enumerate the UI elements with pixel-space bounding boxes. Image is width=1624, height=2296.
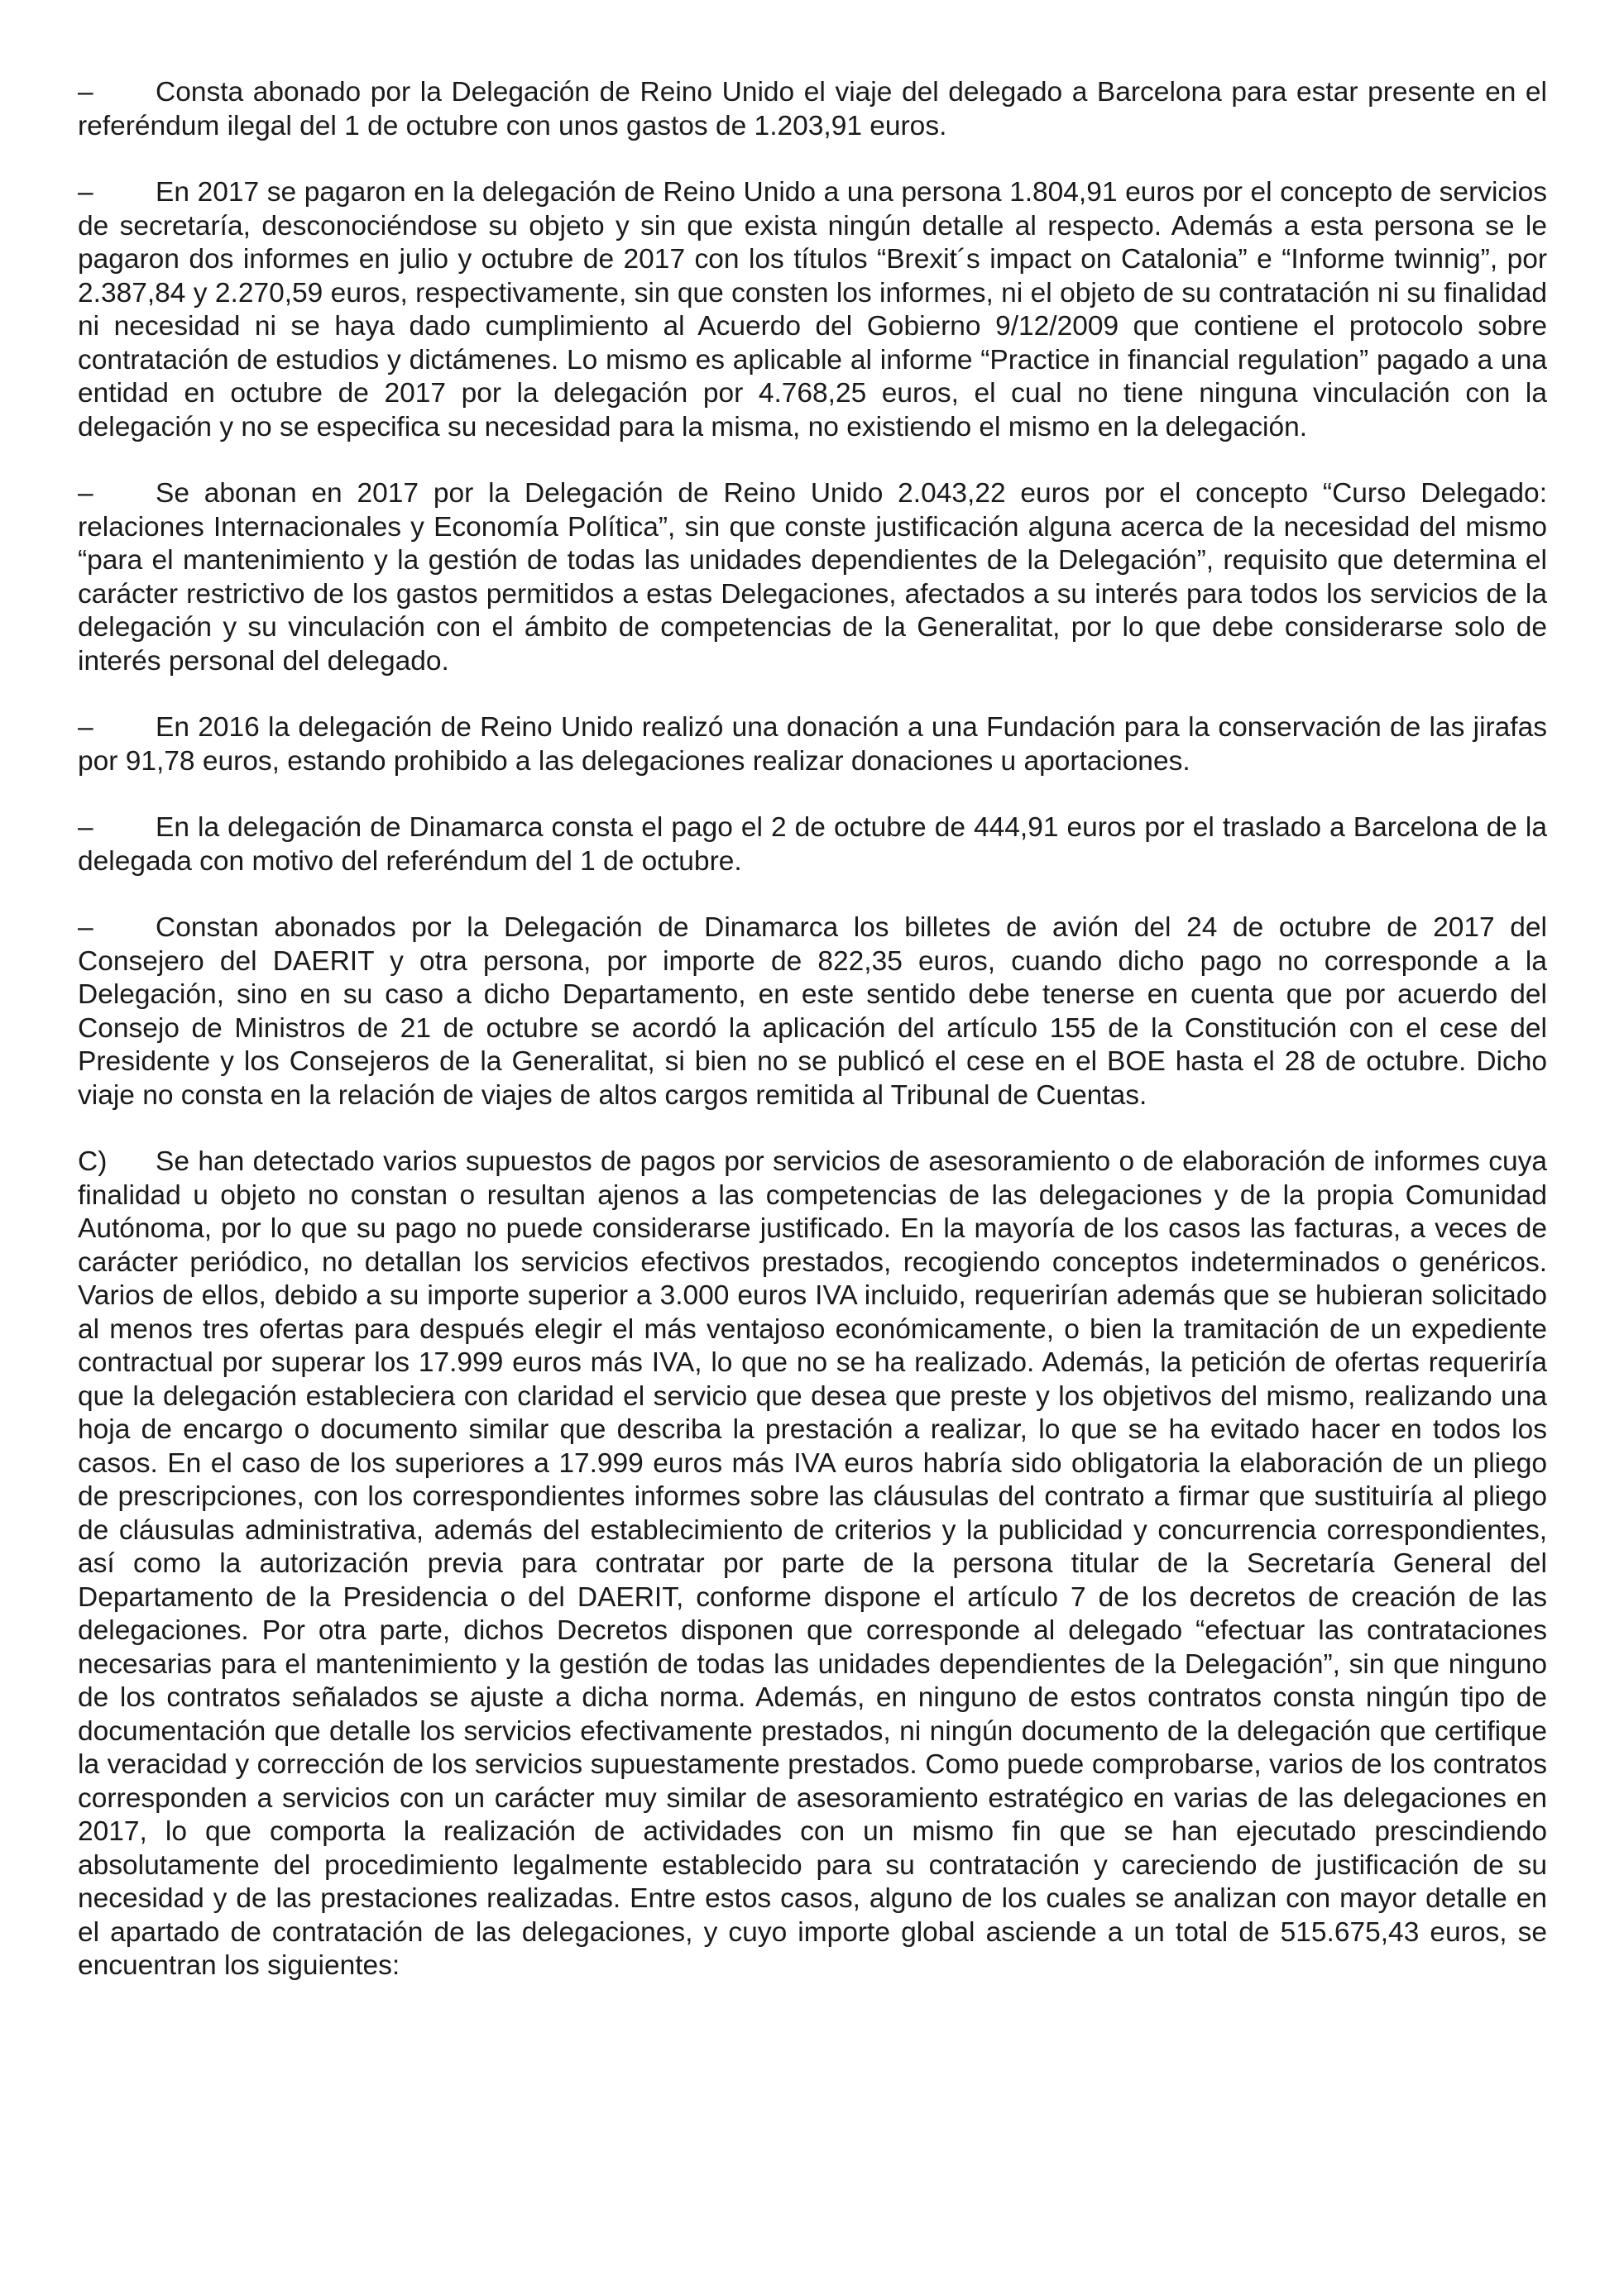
paragraph-denmark-referendum-trip: [78, 811, 1547, 878]
paragraph-text: Se abonan en 2017 por la Delegación de Reino Unido 2.043,22 euros por el concepto “Curso Delegado: relaciones Internacionales y Economía Política”, sin que conste justificación alguna acerca de la necesidad del mismo “para el mantenimiento y la gestión de todas las unidades dependientes de la Delegación”, requisito que determina el carácter restrictivo de los gastos permitidos a estas Delegaciones, afectados a su interés para todos los servicios de la delegación y su vinculación con el ámbito de competencias de la Generalitat, por lo que debe considerarse solo de interés personal del delegado.: [78, 478, 1547, 677]
paragraph-text: Consta abonado por la Delegación de Reino Unido el viaje del delegado a Barcelona para estar presente en el referéndum ilegal del 1 de octubre con unos gastos de 1.203,91 euros.: [78, 77, 1547, 141]
list-dash-marker: –: [78, 812, 93, 843]
paragraph-text: En la delegación de Dinamarca consta el pago el 2 de octubre de 444,91 euros por el traslado a Barcelona de la delegada con motivo del referéndum del 1 de octubre.: [78, 812, 1547, 877]
list-dash-marker: –: [78, 77, 93, 108]
paragraph-denmark-flight-tickets: [78, 911, 1547, 1112]
list-dash-marker: –: [78, 478, 93, 509]
paragraph-text: Se han detectado varios supuestos de pagos por servicios de asesoramiento o de elaboración de informes cuya finalidad u objeto no constan o resultan ajenos a las competencias de las delegaciones y de la propia Comunidad Autónoma, por lo que su pago no puede considerarse justificado. En la mayoría de los casos las facturas, a veces de carácter periódico, no detallan los servicios efectivos prestados, recogiendo conceptos indeterminados o genéricos. Varios de ellos, debido a su importe superior a 3.000 euros IVA incluido, requerirían además que se hubieran solicitado al menos tres ofertas para después elegir el más ventajoso económicamente, o bien la tramitación de un expediente contractual por superar los 17.999 euros más IVA, lo que no se ha realizado. Además, la petición de ofertas requeriría que la delegación estableciera con claridad el servicio que desea que preste y los objetivos del mismo, realizando una hoja de encargo o documento similar que describa la prestación a realizar, lo que se ha evitado hacer en todos los casos. En el caso de los superiores a 17.999 euros más IVA euros habría sido obligatoria la elaboración de un pliego de prescripciones, con los correspondientes informes sobre las cláusulas del contrato a firmar que sustituiría al pliego de cláusulas administrativa, además del establecimiento de criterios y la publicidad y concurrencia correspondientes, así como la autorización previa para contratar por parte de la persona titular de la Secretaría General del Departamento de la Presidencia o del DAERIT, conforme dispone el artículo 7 de los decretos de creación de las delegaciones. Por otra parte, dichos Decretos disponen que corresponde al delegado “efectuar las contrataciones necesarias para el mantenimiento y la gestión de todas las unidades dependientes de la Delegación”, sin que ninguno de los contratos señalados se ajuste a dicha norma. Además, en ninguno de estos contratos consta ningún tipo de documentación que detalle los servicios efectivamente prestados, ni ningún documento de la delegación que certifique la veracidad y corrección de los servicios supuestamente prestados. Como puede comprobarse, varios de los contratos corresponden a servicios con un carácter muy similar de asesoramiento estratégico en varias de las delegaciones en 2017, lo que comporta la realización de actividades con un mismo fin que se han ejecutado prescindiendo absolutamente del procedimiento legalmente establecido para su contratación y careciendo de justificación de su necesidad y de las prestaciones realizadas. Entre estos casos, alguno de los cuales se analizan con mayor detalle en el apartado de contratación de las delegaciones, y cuyo importe global asciende a un total de 515.675,43 euros, se encuentran los siguientes:: [78, 1146, 1547, 1981]
paragraph-uk-referendum-trip: [78, 76, 1547, 143]
list-dash-marker: –: [78, 177, 93, 208]
paragraph-text: En 2016 la delegación de Reino Unido realizó una donación a una Fundación para la conservación de las jirafas por 91,78 euros, estando prohibido a las delegaciones realizar donaciones u aportaciones.: [78, 712, 1547, 777]
document-page: [78, 76, 1547, 2016]
list-dash-marker: –: [78, 912, 93, 943]
paragraph-uk-secretarial-services: [78, 176, 1547, 444]
paragraph-text: En 2017 se pagaron en la delegación de Reino Unido a una persona 1.804,91 euros por el concepto de servicios de secretaría, desconociéndose su objeto y sin que exista ningún detalle al respecto. Además a esta persona se le pagaron dos informes en julio y octubre de 2017 con los títulos “Brexit´s impact on Catalonia” e “Informe twinnig”, por 2.387,84 y 2.270,59 euros, respectivamente, sin que consten los informes, ni el objeto de su contratación ni su finalidad ni necesidad ni se haya dado cumplimiento al Acuerdo del Gobierno 9/12/2009 que contiene el protocolo sobre contratación de estudios y dictámenes. Lo mismo es aplicable al informe “Practice in financial regulation” pagado a una entidad en octubre de 2017 por la delegación por 4.768,25 euros, el cual no tiene ninguna vinculación con la delegación y no se especifica su necesidad para la misma, no existiendo el mismo en la delegación.: [78, 177, 1547, 442]
paragraph-uk-giraffe-donation: [78, 711, 1547, 778]
paragraph-text: Constan abonados por la Delegación de Dinamarca los billetes de avión del 24 de octubre de 2017 del Consejero del DAERIT y otra persona, por importe de 822,35 euros, cuando dicho pago no corresponde a la Delegación, sino en su caso a dicho Departamento, en este sentido debe tenerse en cuenta que por acuerdo del Consejo de Ministros de 21 de octubre se acordó la aplicación del artículo 155 de la Constitución con el cese del Presidente y los Consejeros de la Generalitat, si bien no se publicó el cese en el BOE hasta el 28 de octubre. Dicho viaje no consta en la relación de viajes de altos cargos remitida al Tribunal de Cuentas.: [78, 912, 1547, 1111]
paragraph-section-c-advisory-payments: [78, 1146, 1547, 1983]
section-letter-marker: C): [78, 1146, 108, 1177]
list-dash-marker: –: [78, 712, 93, 743]
paragraph-uk-delegate-course: [78, 477, 1547, 678]
